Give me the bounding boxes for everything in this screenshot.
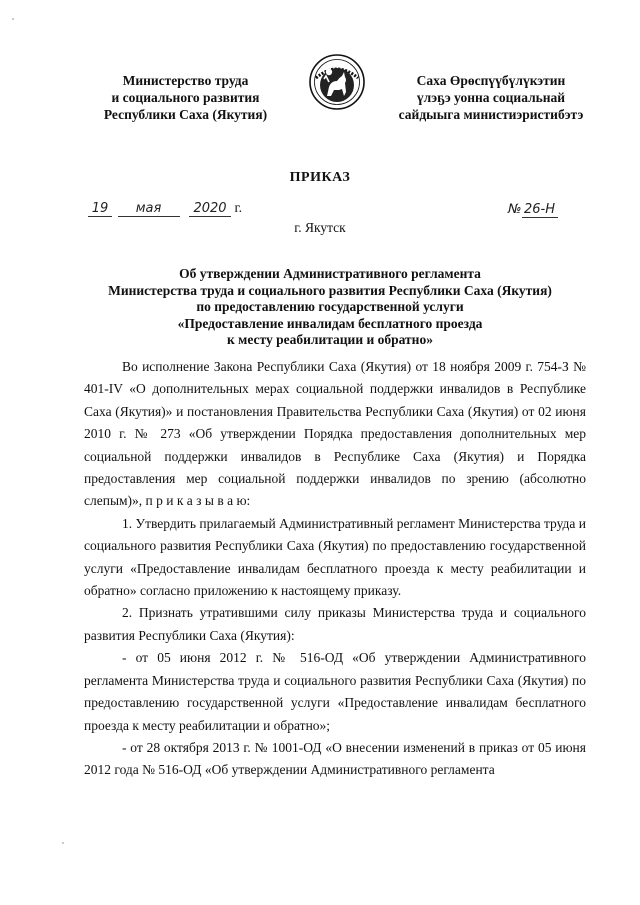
city: г. Якутск [294,220,346,235]
ministry-name-line: Министерство труда [122,73,249,88]
document-type-title: ПРИКАЗ [289,170,351,185]
subject-title-line: Об утверждении Административного регламента [179,266,481,281]
ministry-name-russian [88,72,283,123]
scan-speck [12,18,14,20]
body-paragraph-repealed-order-2: - от 28 октября 2013 г. № 1001-ОД «О внесении изменений в приказ от 05 июня 2012 года № 516-ОД «Об утверждении Административного регламента [84,739,586,778]
scan-speck [62,842,64,844]
ministry-name-line: үлэҕэ уонна социальнай [416,90,566,105]
subject-title-line: по предоставлению государственной услуги [196,299,464,314]
ministry-name-line: Саха Өрөспүүбүлүкэтин [416,73,566,88]
date-suffix: г. [234,201,243,216]
ministry-name-line: сайдыыга министиэристибэтэ [398,107,584,122]
number-sign: № [508,202,522,217]
body-paragraph-preamble: Во исполнение Закона Республики Саха (Якутия) от 18 ноября 2009 г. 754-З № 401-IV «О дополнительных мерах социальной поддержки инвалидов в Республике Саха (Якутия)» и постановления Правительства Республики Саха (Якутия) от 02 июня 2010 г. № 273 «Об утверждении Порядка предоставления дополнительных мер социальной поддержки инвалидов в Республике Саха (Якутия) и Порядка предоставления мер социальной поддержки инвалидов по зрению (абсолютно слепым)», п р и к а з ы в а ю: [84,359,586,509]
ministry-name-sakha [386,72,596,123]
number-value: 26-Н [522,202,558,218]
coat-of-arms-emblem [309,54,365,110]
subject-title-line: к месту реабилитации и обратно» [227,332,433,347]
body-paragraph-item-1: 1. Утвердить прилагаемый Административный регламент Министерства труда и социального развития Республики Саха (Якутия) по предоставлению государственной услуги «Предоставление инвалидам бесплатного проезда к месту реабилитации и обратно» согласно приложению к настоящему приказу. [84,515,586,599]
body-paragraph-item-2: 2. Признать утратившими силу приказы Министерства труда и социального развития Республики Саха (Якутия): [84,605,586,643]
body-paragraph-repealed-order-1: - от 05 июня 2012 г. № 516-ОД «Об утверждении Административного регламента Министерства труда и социального развития Республики Саха (Якутия) по предоставлению государственной услуги «Предоставление инвалидам бесплатного проезда к месту реабилитации и обратно»; [84,650,586,733]
ministry-name-line: и социального развития [111,90,260,105]
date-day: 19 [88,201,112,217]
order-date [88,201,242,217]
document-subject-title [80,266,580,349]
date-month: мая [118,201,180,217]
document-body [84,356,586,782]
subject-title-line: Министерства труда и социального развития Республики Саха (Якутия) [108,282,552,298]
order-number [508,201,558,218]
ministry-name-line: Республики Саха (Якутия) [103,107,268,122]
date-year: 2020 [189,201,231,217]
subject-title-line: «Предоставление инвалидам бесплатного проезда [177,315,483,331]
